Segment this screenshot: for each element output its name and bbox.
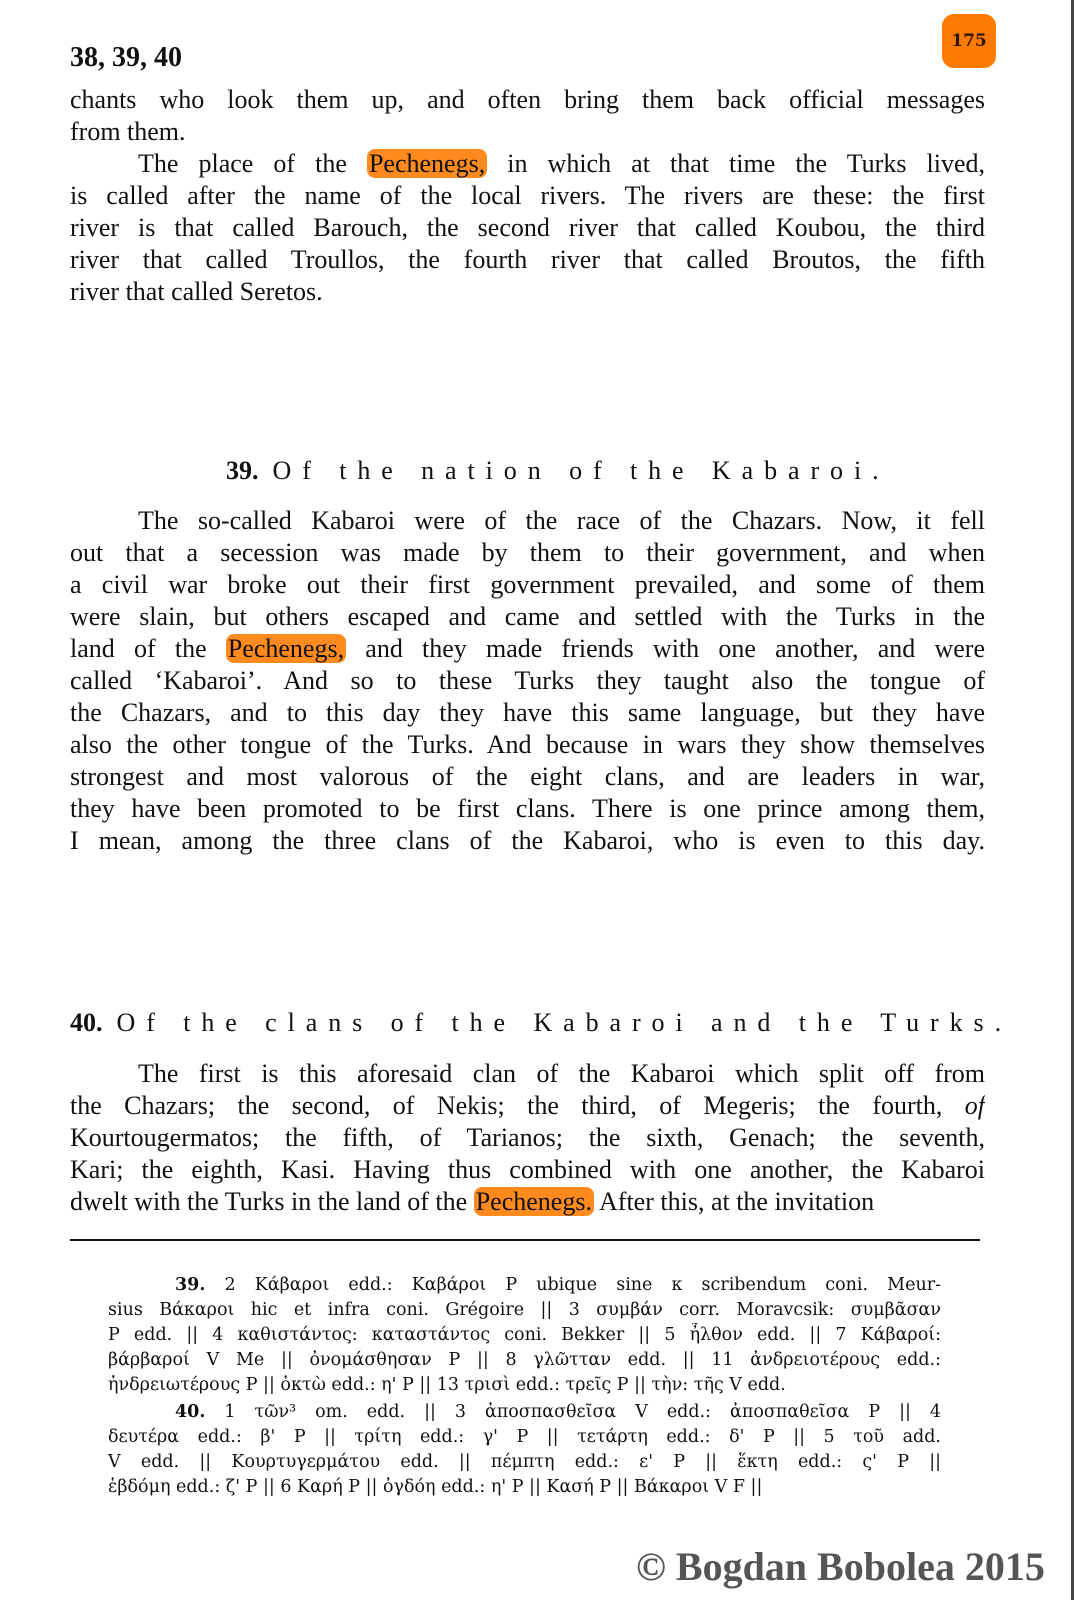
footnote-rule [70,1239,980,1241]
highlight-pechenegs: Pechenegs. [475,1187,592,1216]
text-line: from them. [70,117,186,146]
highlight-pechenegs: Pechenegs, [227,634,345,663]
text-line: chants who look them up, and often bring them back official messages [70,85,985,114]
text-line: land of the Pechenegs, and they made friends with one another, and were [70,634,985,663]
text-line: river is that called Barouch, the second river that called Koubou, the third [70,213,985,242]
footnote-line: δευτέρα edd.: β' P || τρίτη edd.: γ' P || τετάρτη edd.: δ' P || 5 τοῦ add. [108,1427,941,1447]
footnote-line: 39. 2 Κάβαροι edd.: Καβάροι P ubique sine κ scribendum coni. Meur- [175,1275,941,1295]
text-line: The place of the Pechenegs, in which at that time the Turks lived, [138,149,985,178]
text-line: also the other tongue of the Turks. And because in wars they show themselves [70,730,985,759]
text-line: river that called Troullos, the fourth river that called Broutos, the fifth [70,245,985,274]
footnote-line: sius Βάκαροι hic et infra coni. Grégoire || 3 συμβάν corr. Moravcsik: συμβᾶσαν [108,1300,941,1320]
text-line: Kourtougermatos; the fifth, of Tarianos; the sixth, Genach; the seventh, [70,1123,985,1152]
footnote-line: V edd. || Κουρτυγερμάτου edd. || πέμπτη edd.: ε' P || ἕκτη edd.: ς' P || [108,1452,941,1472]
text-line: is called after the name of the local rivers. The rivers are these: the first [70,181,985,210]
section-heading-40: 40. Of the clans of the Kabaroi and the Turks. [70,1008,1012,1037]
text-line: the Chazars; the second, of Nekis; the third, of Megeris; the fourth, of [70,1091,985,1120]
running-head: 38, 39, 40 [70,42,182,73]
text-line: called ‘Kabaroi’. And so to these Turks they taught also the tongue of [70,666,985,695]
text-line: The first is this aforesaid clan of the Kabaroi which split off from [138,1059,985,1088]
text-line: strongest and most valorous of the eight clans, and are leaders in war, [70,762,985,791]
page-number-badge: 175 [942,14,996,68]
footnote-line: ἠνδρειωτέρους P || ὀκτὼ edd.: η' P || 13 τρισὶ edd.: τρεῖς P || τὴν: τῆς V edd. [108,1375,786,1395]
text-line: Kari; the eighth, Kasi. Having thus combined with one another, the Kabaroi [70,1155,985,1184]
footnote-line: 40. 1 τῶν³ om. edd. || 3 ἀποσπασθεῖσα V edd.: ἀποσπαθεῖσα P || 4 [175,1402,941,1422]
text-line: they have been promoted to be first clans. There is one prince among them, [70,794,985,823]
footnote-line: P edd. || 4 καθιστάντος: καταστάντος coni. Bekker || 5 ἦλθον edd. || 7 Κάβαροί: [108,1325,941,1345]
text-line: The so-called Kabaroi were of the race of the Chazars. Now, it fell [138,506,985,535]
footnote-line: ἑβδόμη edd.: ζ' P || 6 Καρή P || ὀγδόη edd.: η' P || Κασή P || Βάκαροι V F || [108,1477,763,1497]
text-line: dwelt with the Turks in the land of the Pechenegs. After this, at the invitation [70,1187,875,1216]
copyright-watermark: © Bogdan Bobolea 2015 [636,1544,1045,1589]
text-line: river that called Seretos. [70,277,323,306]
footnote-line: βάρβαροί V Me || ὀνομάσθησαν P || 8 γλῶτταν edd. || 11 ἀνδρειοτέρους edd.: [108,1350,941,1370]
text-line: were slain, but others escaped and came and settled with the Turks in the [70,602,985,631]
highlight-pechenegs: Pechenegs, [368,149,486,178]
text-line: the Chazars, and to this day they have this same language, but they have [70,698,985,727]
text-line: I mean, among the three clans of the Kabaroi, who is even to this day. [70,826,985,855]
section-heading-39: 39. Of the nation of the Kabaroi. [226,456,890,485]
text-line: out that a secession was made by them to their government, and when [70,538,985,567]
text-line: a civil war broke out their first government prevailed, and some of them [70,570,985,599]
